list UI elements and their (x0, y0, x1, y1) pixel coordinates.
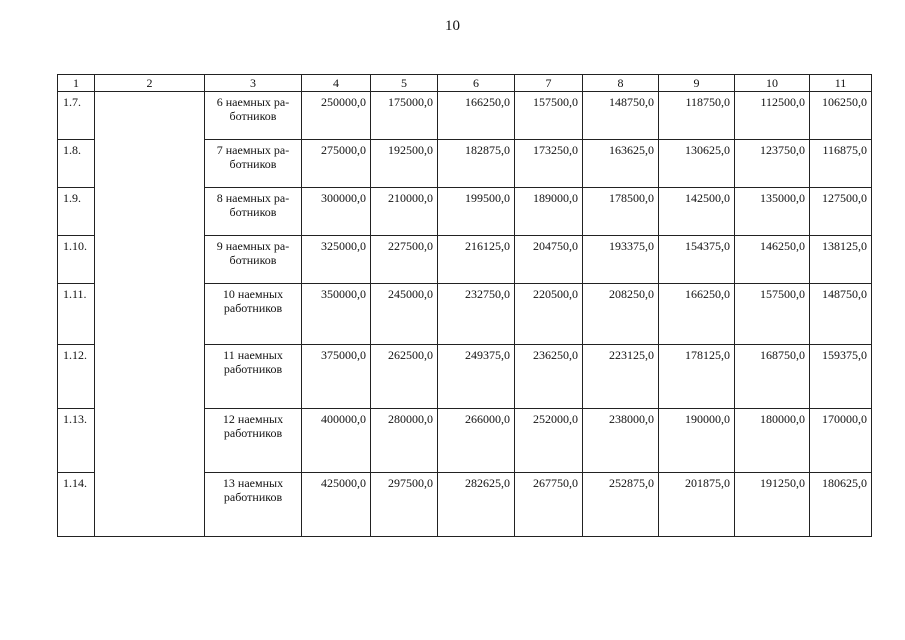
row-description (205, 345, 302, 409)
description-line: работников (223, 362, 283, 376)
value-cell: 142500,0 (659, 188, 735, 236)
column-header: 1 (58, 75, 95, 92)
row-description (205, 236, 302, 284)
column-header: 2 (95, 75, 205, 92)
value-cell: 130625,0 (659, 140, 735, 188)
value-cell: 170000,0 (810, 409, 872, 473)
value-cell: 166250,0 (659, 284, 735, 345)
row-description (205, 284, 302, 345)
value-cell: 163625,0 (583, 140, 659, 188)
value-cell: 178125,0 (659, 345, 735, 409)
value-cell: 325000,0 (302, 236, 371, 284)
value-cell: 245000,0 (371, 284, 438, 345)
category-cell (95, 92, 205, 537)
value-cell: 166250,0 (438, 92, 515, 140)
value-cell: 350000,0 (302, 284, 371, 345)
column-header: 4 (302, 75, 371, 92)
value-cell: 193375,0 (583, 236, 659, 284)
value-cell: 201875,0 (659, 473, 735, 537)
description-line: 8 наемных ра- (216, 191, 290, 205)
value-cell: 192500,0 (371, 140, 438, 188)
value-cell: 266000,0 (438, 409, 515, 473)
description-line: 6 наемных ра- (216, 95, 290, 109)
value-cell: 223125,0 (583, 345, 659, 409)
value-cell: 118750,0 (659, 92, 735, 140)
description-line: 7 наемных ра- (216, 143, 290, 157)
value-cell: 267750,0 (515, 473, 583, 537)
value-cell: 249375,0 (438, 345, 515, 409)
value-cell: 157500,0 (515, 92, 583, 140)
row-number: 1.9. (58, 188, 95, 236)
value-cell: 175000,0 (371, 92, 438, 140)
value-cell: 282625,0 (438, 473, 515, 537)
value-cell: 157500,0 (735, 284, 810, 345)
value-cell: 168750,0 (735, 345, 810, 409)
value-cell: 135000,0 (735, 188, 810, 236)
value-cell: 146250,0 (735, 236, 810, 284)
value-cell: 180625,0 (810, 473, 872, 537)
description-line: 9 наемных ра- (216, 239, 290, 253)
value-cell: 112500,0 (735, 92, 810, 140)
value-cell: 182875,0 (438, 140, 515, 188)
value-cell: 204750,0 (515, 236, 583, 284)
row-number: 1.8. (58, 140, 95, 188)
value-cell: 190000,0 (659, 409, 735, 473)
column-header: 6 (438, 75, 515, 92)
description-line: 11 наемных (223, 348, 283, 362)
value-cell: 375000,0 (302, 345, 371, 409)
column-header: 5 (371, 75, 438, 92)
value-cell: 210000,0 (371, 188, 438, 236)
column-header: 10 (735, 75, 810, 92)
value-cell: 300000,0 (302, 188, 371, 236)
value-cell: 116875,0 (810, 140, 872, 188)
description-line: работников (223, 301, 283, 315)
description-line: 12 наемных (222, 412, 284, 426)
row-description (205, 188, 302, 236)
value-cell: 252000,0 (515, 409, 583, 473)
value-cell: 216125,0 (438, 236, 515, 284)
value-cell: 173250,0 (515, 140, 583, 188)
value-cell: 425000,0 (302, 473, 371, 537)
value-cell: 178500,0 (583, 188, 659, 236)
value-cell: 227500,0 (371, 236, 438, 284)
value-cell: 180000,0 (735, 409, 810, 473)
value-cell: 127500,0 (810, 188, 872, 236)
description-line: ботников (229, 253, 277, 267)
row-description (205, 92, 302, 140)
value-cell: 189000,0 (515, 188, 583, 236)
row-description (205, 473, 302, 537)
row-number: 1.11. (58, 284, 95, 345)
value-cell: 191250,0 (735, 473, 810, 537)
header-row (58, 75, 872, 92)
column-header: 3 (205, 75, 302, 92)
value-cell: 252875,0 (583, 473, 659, 537)
value-cell: 236250,0 (515, 345, 583, 409)
value-cell: 208250,0 (583, 284, 659, 345)
value-cell: 232750,0 (438, 284, 515, 345)
column-header: 7 (515, 75, 583, 92)
value-cell: 297500,0 (371, 473, 438, 537)
description-line: работников (223, 426, 283, 440)
value-cell: 159375,0 (810, 345, 872, 409)
row-number: 1.13. (58, 409, 95, 473)
value-cell: 154375,0 (659, 236, 735, 284)
value-cell: 280000,0 (371, 409, 438, 473)
value-cell: 106250,0 (810, 92, 872, 140)
value-cell: 199500,0 (438, 188, 515, 236)
value-cell: 220500,0 (515, 284, 583, 345)
table-row (58, 92, 872, 140)
page-number: 10 (445, 18, 460, 34)
value-cell: 123750,0 (735, 140, 810, 188)
row-number: 1.12. (58, 345, 95, 409)
value-cell: 250000,0 (302, 92, 371, 140)
column-header: 9 (659, 75, 735, 92)
description-line: ботников (229, 109, 277, 123)
description-line: 13 наемных (222, 476, 284, 490)
tariff-table (57, 74, 872, 537)
value-cell: 262500,0 (371, 345, 438, 409)
row-number: 1.10. (58, 236, 95, 284)
description-line: ботников (229, 157, 277, 171)
row-description (205, 409, 302, 473)
row-description (205, 140, 302, 188)
value-cell: 238000,0 (583, 409, 659, 473)
description-line: ботников (229, 205, 277, 219)
value-cell: 148750,0 (810, 284, 872, 345)
row-number: 1.14. (58, 473, 95, 537)
value-cell: 138125,0 (810, 236, 872, 284)
column-header: 11 (810, 75, 872, 92)
value-cell: 275000,0 (302, 140, 371, 188)
row-number: 1.7. (58, 92, 95, 140)
column-header: 8 (583, 75, 659, 92)
value-cell: 400000,0 (302, 409, 371, 473)
description-line: работников (223, 490, 283, 504)
description-line: 10 наемных (222, 287, 284, 301)
value-cell: 148750,0 (583, 92, 659, 140)
